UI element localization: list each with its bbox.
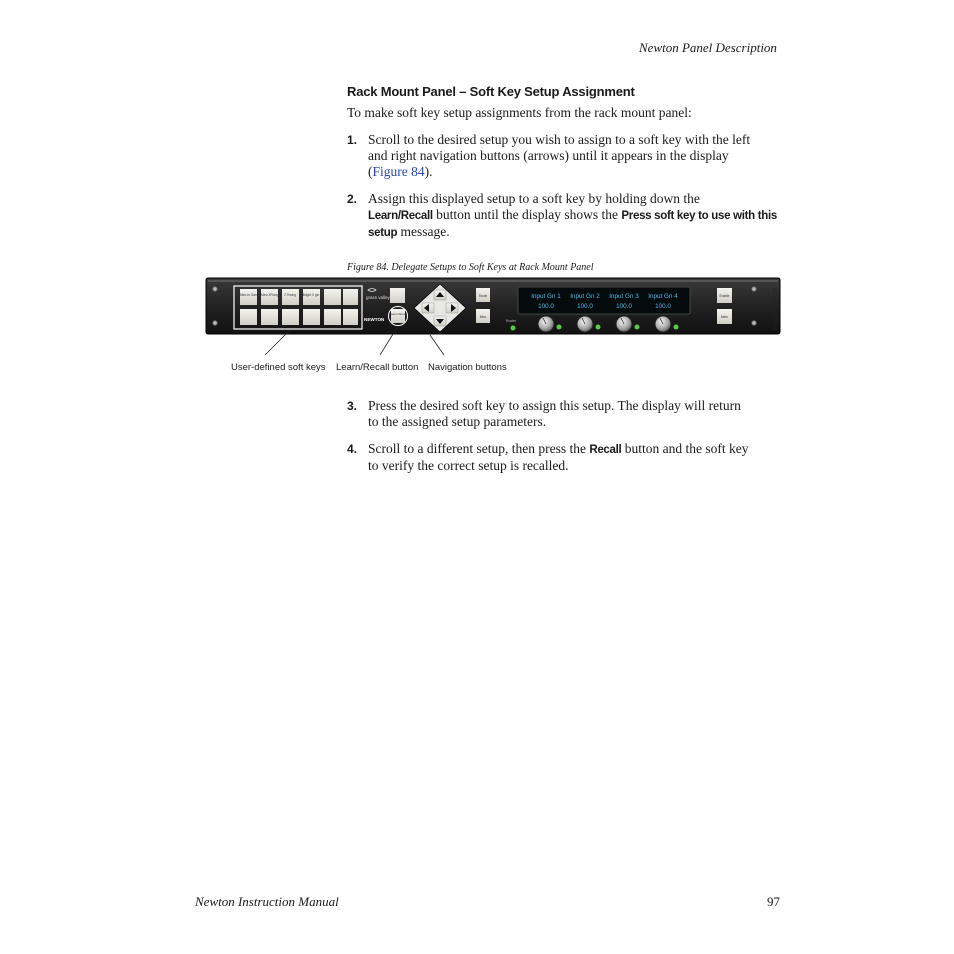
step-number: 4. [347, 442, 358, 456]
step-3-text [368, 398, 788, 430]
step-line: Assign this displayed setup to a soft key by holding down the [368, 191, 700, 206]
soft-key-button[interactable] [324, 309, 341, 325]
step-line [368, 207, 788, 224]
section-heading: Rack Mount Panel – Soft Key Setup Assignment [347, 84, 635, 99]
footer-manual-title: Newton Instruction Manual [195, 894, 339, 909]
param-label: Input Gn 2 [570, 293, 600, 300]
step-line [368, 441, 788, 458]
screw-icon [213, 321, 217, 325]
led-icon [557, 325, 562, 330]
step-1-text [368, 132, 788, 180]
soft-key-button[interactable] [282, 289, 299, 305]
step-2-text [368, 191, 788, 241]
param-value: 100.0 [655, 303, 671, 310]
led-icon [511, 326, 516, 331]
soft-key-button[interactable] [303, 309, 320, 325]
soft-key-button[interactable] [261, 289, 278, 305]
softkey-label: Video XFlang [259, 293, 279, 297]
message-key-end: setup [368, 227, 398, 239]
step-line: to the assigned setup parameters. [368, 414, 547, 429]
step-line [368, 164, 788, 180]
callout-line [430, 335, 444, 355]
step-4-text [368, 441, 788, 474]
step-line [368, 224, 788, 241]
soft-key-button[interactable] [324, 289, 341, 305]
step-number: 2. [347, 192, 358, 206]
softkey-label: 2 Timing [283, 293, 297, 297]
step-number: 1. [347, 133, 358, 147]
step-line: and right navigation buttons (arrows) until it appears in the display [368, 148, 729, 163]
step-line: Press the desired soft key to assign this setup. The display will return [368, 398, 741, 413]
param-label: Input Gn 3 [609, 293, 639, 300]
running-header: Newton Panel Description [639, 40, 777, 55]
param-label: Input Gn 1 [531, 293, 561, 300]
soft-key-button[interactable] [343, 309, 358, 325]
step-text: message. [400, 224, 450, 239]
soft-key-button[interactable] [343, 289, 358, 305]
top-button[interactable] [390, 288, 405, 303]
soft-key-button[interactable] [240, 309, 257, 325]
screw-icon [752, 321, 756, 325]
param-value: 100.0 [538, 303, 554, 310]
led-icon [674, 325, 679, 330]
step-line: to verify the correct setup is recalled. [368, 458, 569, 473]
soft-key-button[interactable] [282, 309, 299, 325]
product-name: NEWTON [364, 317, 385, 322]
misc-label: Misc [479, 315, 487, 319]
figure-id: 8234_00_05r1 [771, 288, 778, 330]
step-text: button and the soft key [624, 441, 749, 456]
param-value: 100.0 [616, 303, 632, 310]
recall-key: Recall [589, 444, 622, 456]
led-icon [635, 325, 640, 330]
step-text: Scroll to a different setup, then press the [368, 441, 586, 456]
soft-key-button[interactable] [303, 289, 320, 305]
paren-close: ). [424, 164, 433, 179]
screw-icon [752, 287, 756, 291]
router-label: Router [506, 319, 517, 323]
soft-key-button[interactable] [261, 309, 278, 325]
mem-label: Mem [720, 315, 729, 319]
intro-paragraph: To make soft key setup assignments from the rack mount panel: [347, 105, 692, 120]
softkey-label: Bright X gin [302, 293, 320, 297]
callout-learn-recall: Learn/Recall button [336, 362, 419, 373]
learn-recall-label: Learn/ Recall [389, 312, 407, 316]
screw-icon [213, 287, 217, 291]
enable-label: Enable [719, 294, 730, 298]
soft-key-button[interactable] [240, 289, 257, 305]
led-icon [596, 325, 601, 330]
param-label: Input Gn 4 [648, 293, 678, 300]
softkey-label: Video In Gain [238, 293, 258, 297]
brand-logo: grass valley [366, 295, 390, 300]
step-number: 3. [347, 399, 358, 413]
callout-navigation: Navigation buttons [428, 362, 507, 373]
step-line: Scroll to the desired setup you wish to assign to a soft key with the left [368, 132, 751, 147]
learn-recall-key: Learn/Recall [368, 210, 433, 222]
step-text: button until the display shows the [436, 207, 619, 222]
figure-caption: Figure 84. Delegate Setups to Soft Keys at Rack Mount Panel [347, 262, 594, 273]
param-value: 100.0 [577, 303, 593, 310]
figure-84-link[interactable]: Figure 84 [372, 164, 425, 179]
callout-softkeys: User-defined soft keys [231, 362, 326, 373]
route-label: Route [478, 294, 488, 298]
message-key: Press soft key to use with this [621, 210, 778, 222]
page-number: 97 [767, 894, 780, 909]
paren: ( [368, 164, 373, 179]
softkeys-row-1 [238, 289, 358, 305]
